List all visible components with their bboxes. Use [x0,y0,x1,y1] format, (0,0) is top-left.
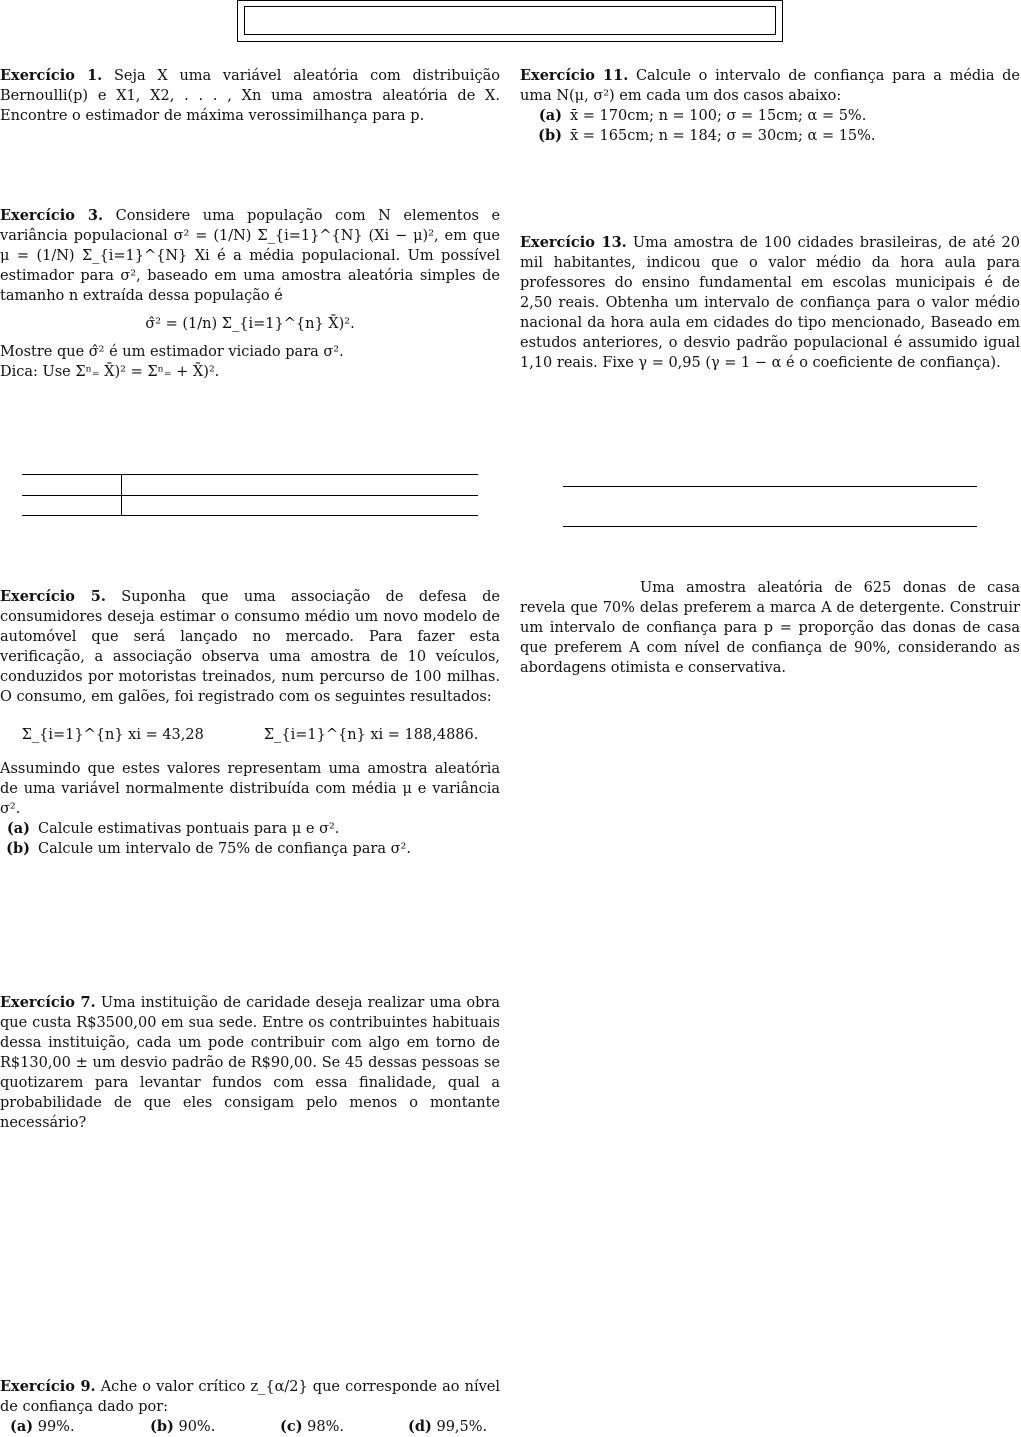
exercise-3-after: Mostre que σ̂² é um estimador viciado para σ². [0,344,344,360]
exercise-11-items [520,106,1020,146]
exercise-3-hint: Dica: Use Σⁿ₌ X̄)² = Σⁿ₌ + X̄)². [0,364,220,380]
list-item: (a) x̄ = 170cm; n = 100; σ = 15cm; α = 5%. [538,107,867,124]
exercise-5-text: Suponha que uma associação de defesa de consumidores deseja estimar o consumo médio um novo modelo de automóvel que será lançado no mercado. Para fazer esta verificação, a associação observa uma amostra de 10 veículos, conduzidos por motoristas treinados, num percurso de 100 milhas. O consumo, em galões, foi registrado com os seguintes resultados: [0,589,501,705]
exercise-9 [0,1377,500,1437]
list-item: (b) 90%. [150,1418,216,1435]
exercise-5-label: Exercício 5. [0,588,106,605]
table-line-bottom [22,515,478,516]
exercise-11 [520,66,1020,146]
exercise-15 [520,578,1020,678]
exercise-3-formula: σ̂² = (1/n) Σ_{i=1}^{n} X̄)². [145,316,355,332]
exercise-11-text: Calcule o intervalo de confiança para a média de uma N(μ, σ²) em cada um dos casos abaixo: [520,68,1021,104]
exercise-5-formulas [0,725,500,745]
exercise-5-formula-2: Σ_{i=1}^{n} xi = 188,4886. [263,727,479,743]
exercise-1-text: Seja X uma variável aleatória com distribuição Bernoulli(p) e X1, X2, . . . , Xn uma amostra aleatória de X. Encontre o estimador de máxima verossimilhança para p. [0,68,501,124]
exercise-7 [0,993,500,1133]
list-item: (b) x̄ = 165cm; n = 184; σ = 30cm; α = 15%. [538,127,876,144]
rule-line-bottom [563,526,977,527]
list-item: (b) Calcule um intervalo de 75% de confiança para σ². [6,840,411,857]
list-item: (c) 98%. [280,1418,345,1435]
exercise-5-after: Assumindo que estes valores representam uma amostra aleatória de uma variável normalmente distribuída com média μ e variância σ². [0,761,500,817]
exercise-15-text: Uma amostra aleatória de 625 donas de casa revela que 70% delas preferem a marca A de detergente. Construir um intervalo de confiança para p = proporção das donas de casa que preferem A com nível de confiança de 90%, considerando as abordagens otimista e conservativa. [520,580,1020,676]
exercise-11-label: Exercício 11. [520,67,629,84]
exercise-5-items [0,819,500,859]
header-frame-inner [244,6,776,35]
list-item: (a) 99%. [10,1418,75,1435]
exercise-3-label: Exercício 3. [0,207,104,224]
exercise-1 [0,66,500,126]
exercise-3-text: Considere uma população com N elementos e variância populacional σ² = (1/N) Σ_{i=1}^{N} (Xi − μ)², em que μ = (1/N) Σ_{i=1}^{N} Xi é a média populacional. Um possível estimador para σ², baseado em uma amostra aleatória simples de tamanho n extraída dessa população é [0,208,501,304]
exercise-13-text: Uma amostra de 100 cidades brasileiras, de até 20 mil habitantes, indicou que o valor médio da hora aula para professores do ensino fundamental em escolas municipais é de 2,50 reais. Obtenha um intervalo de confiança para o valor médio nacional da hora aula em cidades do tipo mencionado, Baseado em estudos anteriores, o desvio padrão populacional é assumido igual 1,10 reais. Fixe γ = 0,95 (γ = 1 − α é o coeficiente de confiança). [520,235,1020,371]
exercise-5-formula-1: Σ_{i=1}^{n} xi = 43,28 [21,727,204,743]
exercise-13-label: Exercício 13. [520,234,627,251]
exercise-9-options [0,1417,500,1437]
exercise-9-text: Ache o valor crítico z_{α/2} que corresponde ao nível de confiança dado por: [0,1379,501,1415]
table-line-top [22,474,478,475]
table-line-middle [22,495,478,496]
rule-line-top [563,486,977,487]
exercise-3 [0,206,500,382]
exercise-13 [520,233,1020,373]
table-column-divider [121,474,122,515]
exercise-5 [0,587,500,859]
list-item: (a) Calcule estimativas pontuais para μ e σ². [6,820,340,837]
list-item: (d) 99,5%. [408,1418,488,1435]
exercise-1-label: Exercício 1. [0,67,103,84]
exercise-7-text: Uma instituição de caridade deseja realizar uma obra que custa R$3500,00 em sua sede. Entre os contribuintes habituais dessa instituição, cada um pode contribuir com algo em torno de R$130,00 ± um desvio padrão de R$90,00. Se 45 dessas pessoas se quotizarem para levantar fundos com essa finalidade, qual a probabilidade de que eles consigam pelo menos o montante necessário? [0,995,501,1131]
exercise-7-label: Exercício 7. [0,994,96,1011]
exercise-9-label: Exercício 9. [0,1378,96,1395]
